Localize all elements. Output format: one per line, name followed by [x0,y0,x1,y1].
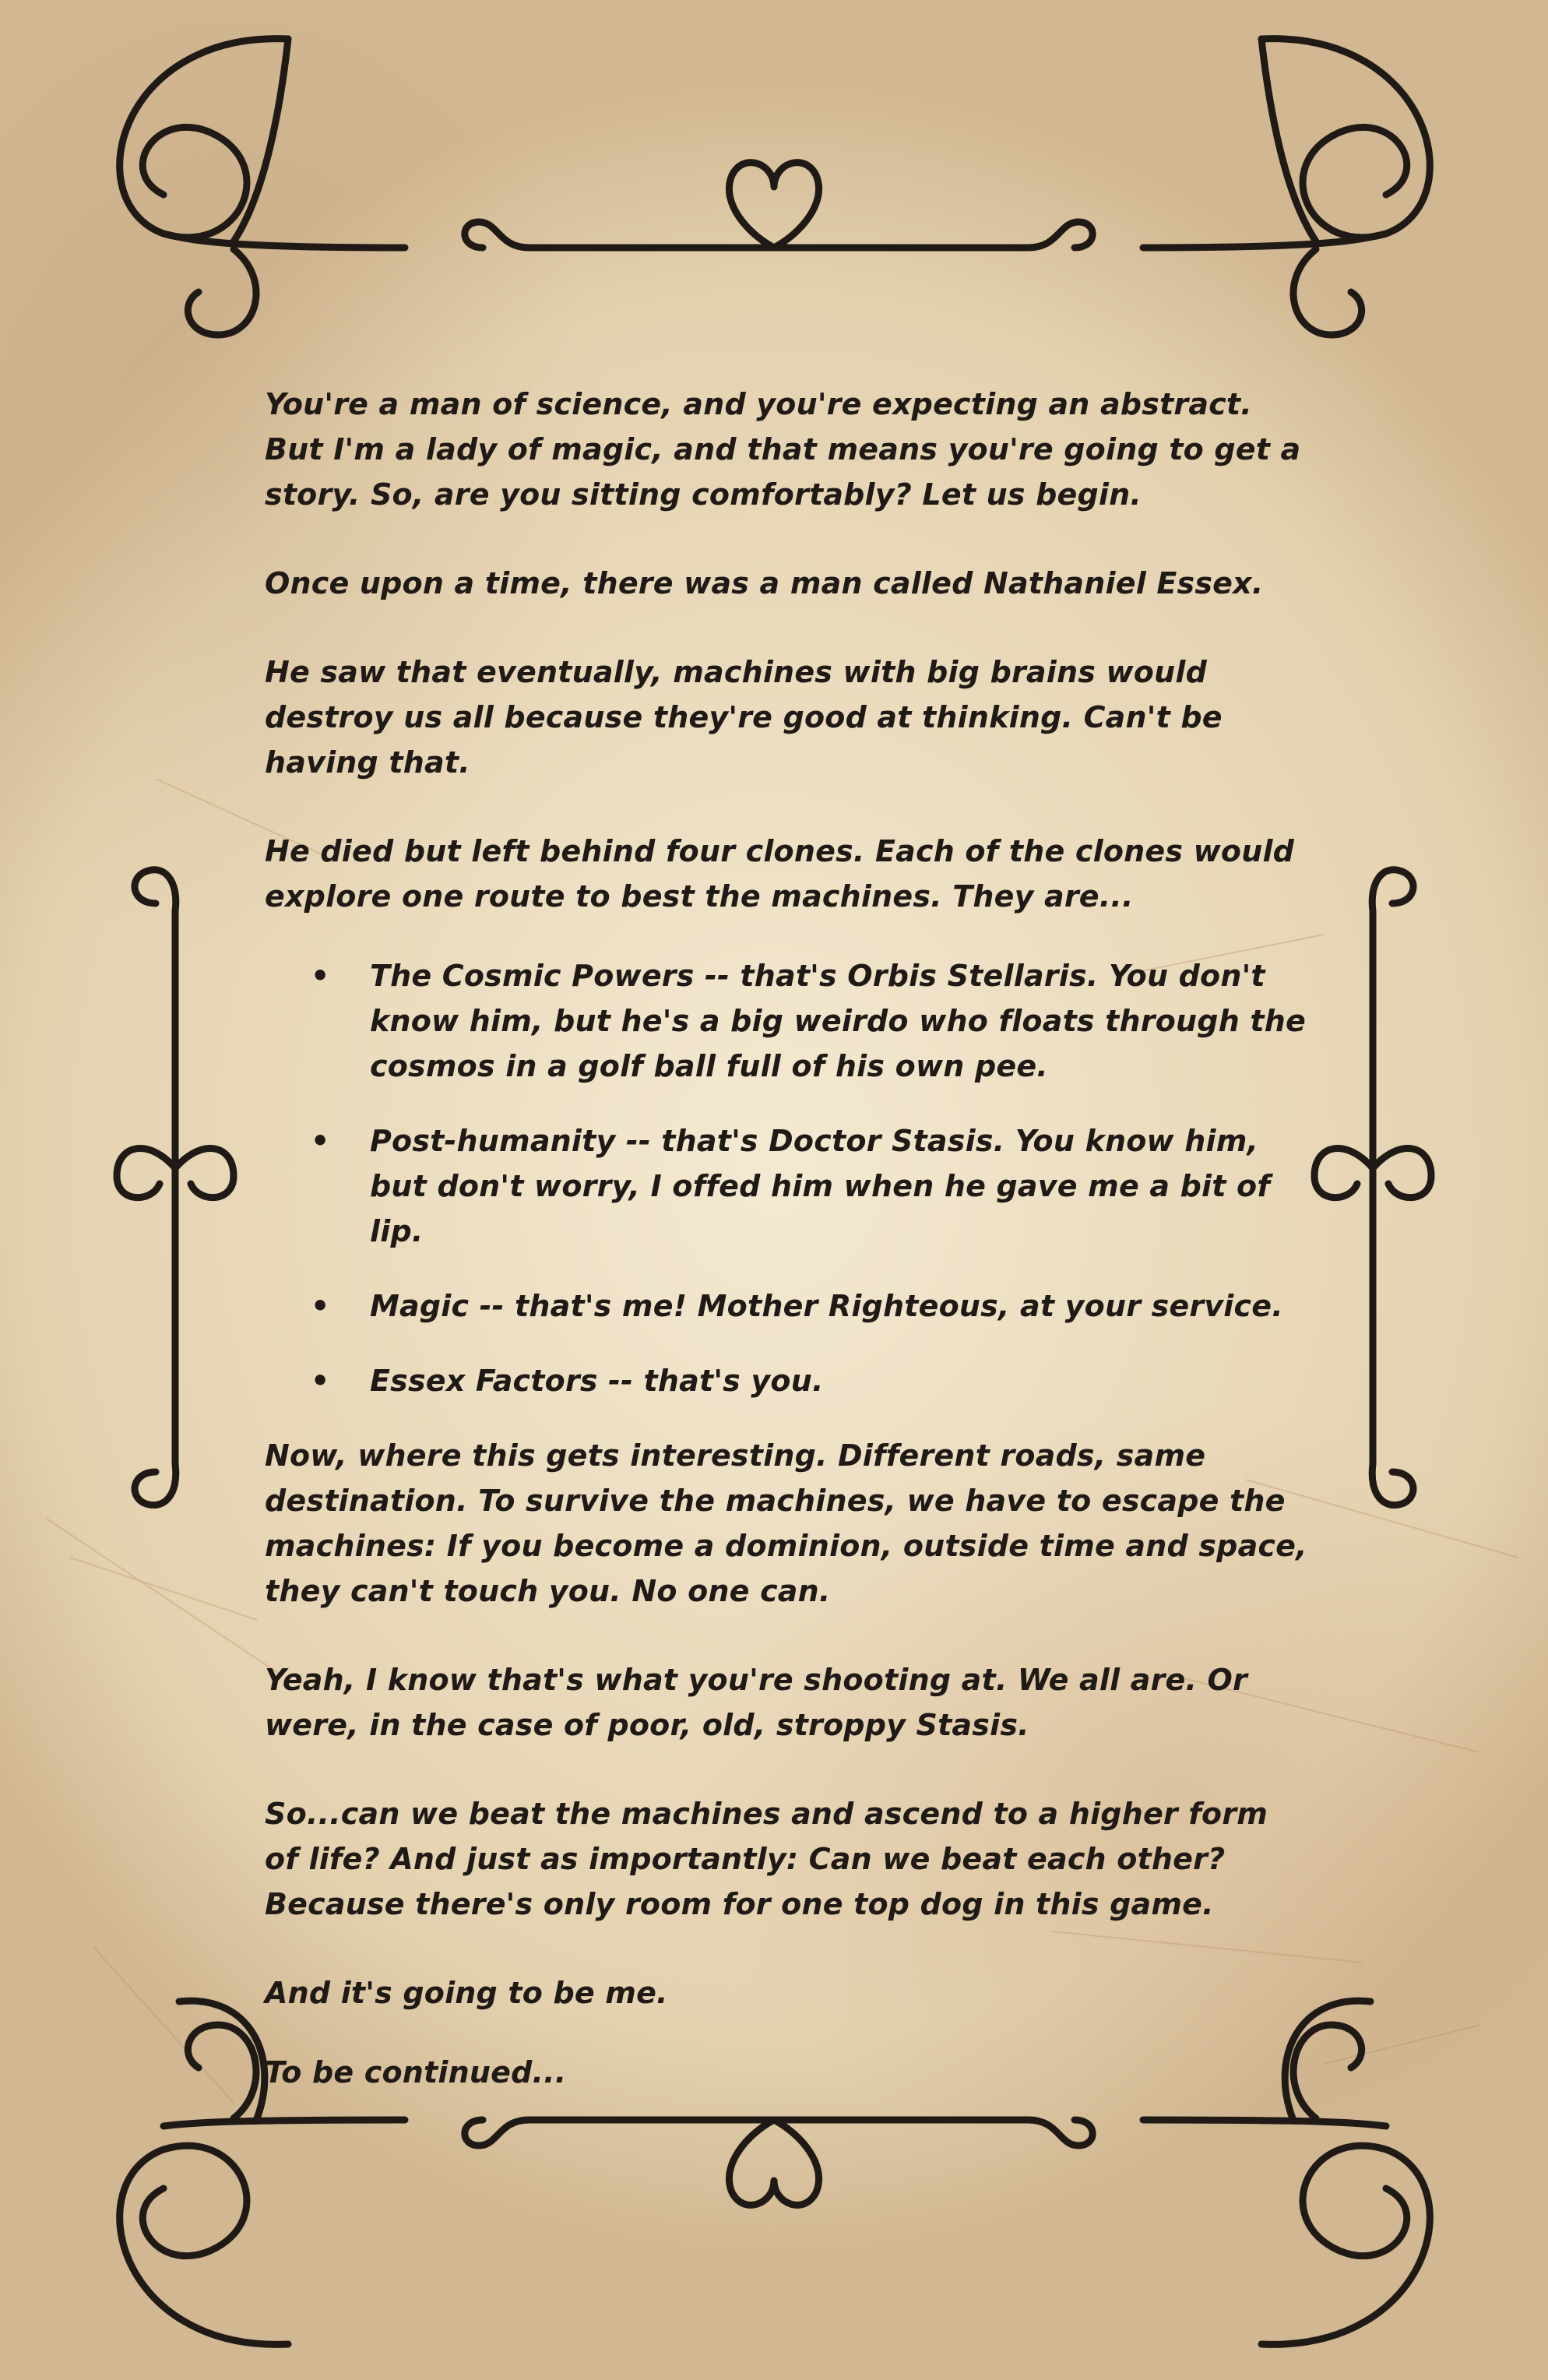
top-right-flourish-ornament [1143,39,1430,335]
clone-list [265,953,1308,1403]
paragraph-beat-machines: So...can we beat the machines and ascend to a higher form of life? And just as importantly: Can we beat each other? Because there's only room for one top dog in this game. [265,1797,1268,1921]
top-left-flourish-ornament [120,39,405,335]
list-item-magic: • Magic -- that's me! Mother Righteous, at your service. [370,1283,1308,1329]
paragraph-clones: He died but left behind four clones. Each of the clones would explore one route to best the machines. They are... [265,834,1295,914]
paragraph-dominion: Now, where this gets interesting. Different roads, same destination. To survive the machines, we have to escape the machines: If you become a dominion, outside time and space, they can't touch you. No one can. [265,1438,1307,1608]
list-item-post-humanity: • Post-humanity -- that's Doctor Stasis. You know him, but don't worry, I offed him when he gave me a bit of lip. [370,1118,1308,1254]
left-side-bracket-ornament [117,870,234,1505]
list-item-essex-factors: • Essex Factors -- that's you. [370,1358,1308,1403]
paragraph-intro: You're a man of science, and you're expecting an abstract. But I'm a lady of magic, and that means you're going to get a story. So, are you sitting comfortably? Let us begin. [265,387,1301,512]
paragraph-essex: Once upon a time, there was a man called Nathaniel Essex. [265,566,1264,600]
list-item-cosmic-powers: • The Cosmic Powers -- that's Orbis Stellaris. You don't know him, but he's a big weirdo who floats through the cosmos in a golf ball full of his own pee. [370,953,1308,1089]
paragraph-machines: He saw that eventually, machines with big brains would destroy us all because they're good at thinking. Can't be having that. [265,655,1223,780]
right-side-bracket-ornament [1314,870,1431,1505]
to-be-continued: To be continued... [265,2055,567,2090]
letter-body [265,382,1308,2139]
paragraph-shooting: Yeah, I know that's what you're shooting at. We all are. Or were, in the case of poor, old, stroppy Stasis. [265,1663,1247,1742]
top-heart-divider-ornament [465,163,1092,248]
paragraph-me: And it's going to be me. [265,1976,668,2010]
